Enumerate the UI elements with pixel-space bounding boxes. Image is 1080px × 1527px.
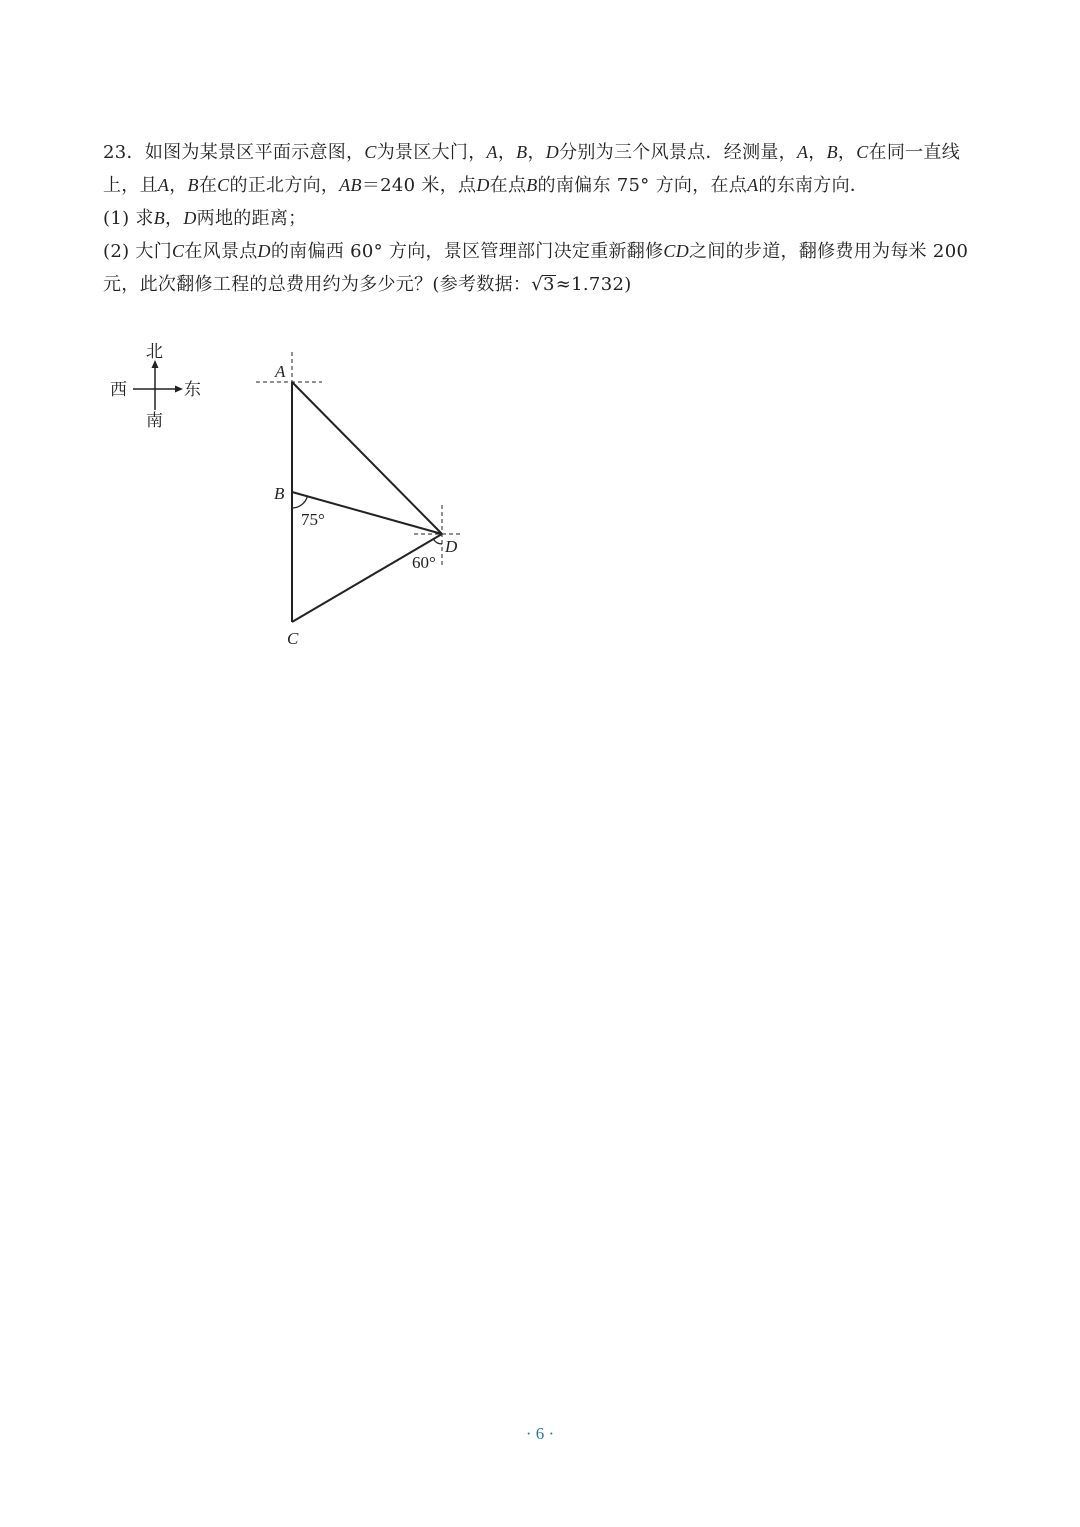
segment-CD	[292, 534, 442, 622]
angle-arc-D	[433, 539, 442, 544]
stem-text: 如图为某景区平面示意图，C为景区大门，A，B，D分别为三个风景点．经测量，A，B，C在同一直线上，且A，B在C的正北方向，AB＝240 米，点D在点B的南偏东 75° 方向，在点A的东南方向．	[103, 142, 961, 196]
compass	[110, 342, 201, 431]
figure-svg	[100, 330, 480, 660]
angle-arc-B	[292, 496, 307, 508]
question-23	[103, 136, 983, 301]
geometry-figure	[100, 330, 480, 660]
sqrt-symbol: √	[531, 274, 544, 295]
angle-label-B: 75°	[301, 510, 325, 529]
point-label-A: A	[275, 362, 286, 381]
question-part-1: (1) 求B，D两地的距离；	[103, 208, 307, 229]
compass-south: 南	[146, 411, 163, 431]
angle-label-D: 60°	[412, 553, 436, 572]
east-arrowhead-icon	[175, 386, 183, 393]
compass-west: 西	[110, 380, 127, 400]
page-number: · 6 ·	[525, 1424, 555, 1443]
point-label-D: D	[445, 537, 458, 556]
compass-east: 东	[184, 380, 201, 400]
sqrt-radicand: 3	[543, 274, 555, 295]
triangle	[292, 382, 442, 622]
direction-guides	[256, 352, 462, 567]
question-stem: 23．如图为某景区平面示意图，C为景区大门，A，B，D分别为三个风景点．经测量，A，B，C在同一直线上，且A，B在C的正北方向，AB＝240 米，点D在点B的南偏东 75° 方向，在点A的东南方向．	[103, 142, 961, 196]
question-part-2: (2) 大门C在风景点D的南偏西 60° 方向，景区管理部门决定重新翻修CD之间的步道，翻修费用为每米 200 元，此次翻修工程的总费用约为多少元？(参考数据：√3≈1.732)	[103, 241, 969, 295]
compass-north: 北	[146, 342, 163, 362]
point-label-B: B	[274, 484, 285, 503]
point-label-C: C	[287, 629, 299, 648]
